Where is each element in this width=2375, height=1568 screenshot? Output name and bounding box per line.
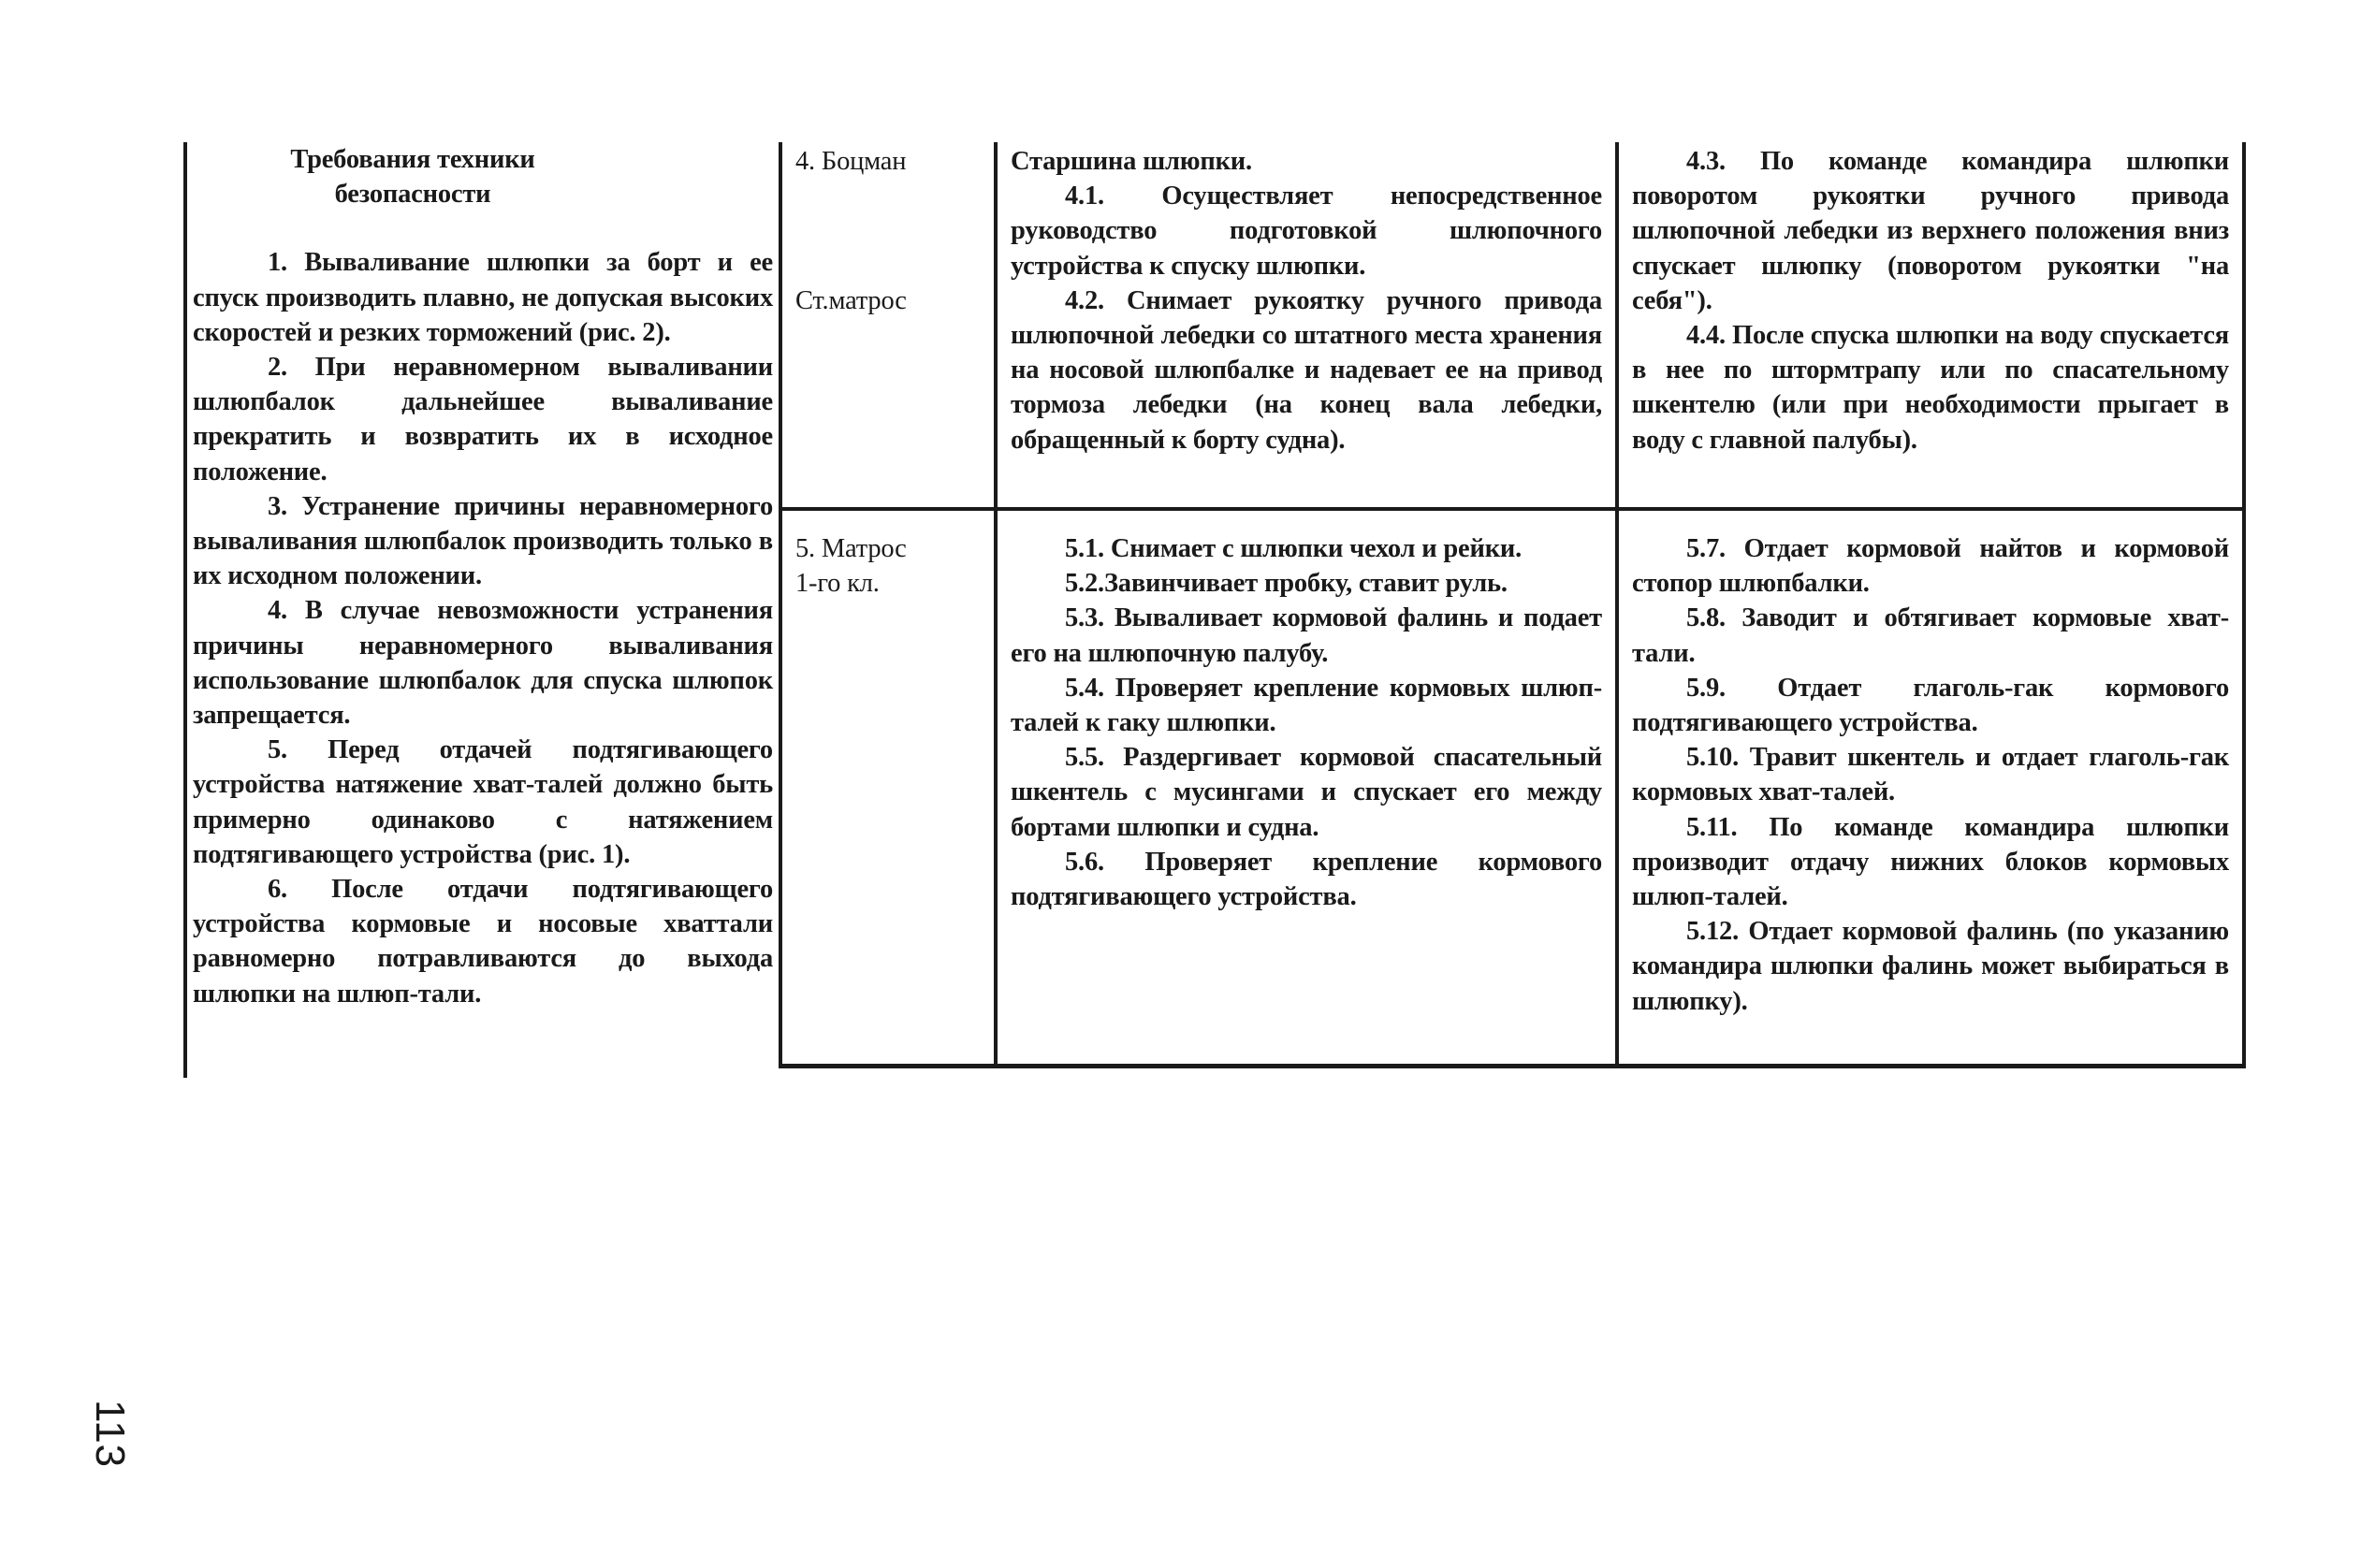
action-text: Старшина шлюпки. (1011, 147, 1252, 176)
table-row (780, 509, 2244, 1067)
table-row (780, 142, 2244, 509)
actions-cell (996, 142, 1617, 509)
action-text: 5.11. По команде командира шлюпки производит отдачу нижних блоков кормовых шлюп-талей. (1632, 812, 2229, 912)
safety-paragraph: 1. Вываливание шлюпки за борт и ее спуск производить плавно, не допуская высоких скоростей и резких торможений (рис. 2). (193, 248, 773, 347)
role-label: 4. Боцман (795, 147, 907, 176)
action-text: 4.2. Снимает рукоятку ручного привода шлюпочной лебедки со штатного места хранения на носовой шлюпбалке и надевает ее на привод тормоза лебедки (на конец вала лебедки, обращенный к борту судна). (1011, 285, 1602, 455)
action-text: 5.6. Проверяет крепление кормового подтягивающего устройства. (1011, 847, 1602, 912)
actions-cell (1617, 142, 2244, 509)
role-cell (780, 509, 996, 1067)
action-text: 5.1. Снимает с шлюпки чехол и рейки. (1065, 534, 1523, 563)
action-text: 5.10. Травит шкентель и отдает глаголь-гак кормовых хват-талей. (1632, 743, 2229, 807)
role-label: 1-го кл. (795, 569, 880, 599)
safety-paragraph: 5. Перед отдачей подтягивающего устройства натяжение хват-талей должно быть примерно одинаково с натяжением подтягивающего устройства (рис. 1). (193, 735, 773, 869)
action-text: 5.5. Раздергивает кормовой спасательный шкентель с мусингами и спускает его между бортами шлюпки и судна. (1011, 743, 1602, 842)
safety-paragraph: 3. Устранение причины неравномерного вываливания шлюпбалок производить только в их исходном положении. (193, 491, 773, 591)
safety-paragraph: 4. В случае невозможности устранения причины неравномерного вываливания использование шлюпбалок для спуска шлюпок запрещается. (193, 596, 773, 731)
safety-requirements-column (183, 142, 773, 1078)
action-text: 5.4. Проверяет крепление кормовых шлюп-талей к гаку шлюпки. (1011, 673, 1602, 738)
action-text: 5.3. Вываливает кормовой фалинь и подает его на шлюпочную палубу. (1011, 603, 1602, 668)
action-text: 5.2.Завинчивает пробку, ставит руль. (1065, 569, 1508, 599)
action-text: 4.3. По команде командира шлюпки поворотом рукоятки ручного привода шлюпочной лебедки из верхнего положения вниз спускает шлюпку (поворотом рукоятки "на себя"). (1632, 147, 2229, 315)
page-number: 113 (87, 1400, 133, 1469)
action-text: 5.12. Отдает кормовой фалинь (по указанию командира шлюпки фалинь может выбираться в шлюпку). (1632, 917, 2229, 1016)
role-label: 5. Матрос (795, 534, 907, 563)
safety-paragraph: 6. После отдачи подтягивающего устройства кормовые и носовые хваттали равномерно потравливаются до выхода шлюпки на шлюп-тали. (193, 875, 773, 1009)
actions-cell (996, 509, 1617, 1067)
role-label: Ст.матрос (795, 286, 907, 316)
heading-line-2: безопасности (334, 180, 491, 210)
safety-requirements-heading (193, 142, 773, 211)
action-text: 4.4. После спуска шлюпки на воду спускается в нее по штормтрапу или по спасательному шкентелю (или при необходимости прыгает в воду с главной палубы). (1632, 321, 2229, 455)
role-cell (780, 142, 996, 509)
action-text: 5.8. Заводит и обтягивает кормовые хват-тали. (1632, 603, 2229, 668)
action-text: 4.1. Осуществляет непосредственное руководство подготовкой шлюпочного устройства к спуску шлюпки. (1011, 181, 1602, 281)
action-text: 5.9. Отдает глаголь-гак кормового подтягивающего устройства. (1632, 673, 2229, 738)
heading-line-1: Требования техники (290, 145, 535, 174)
actions-cell (1617, 509, 2244, 1067)
action-text: 5.7. Отдает кормовой найтов и кормовой стопор шлюпбалки. (1632, 534, 2229, 599)
procedure-table (779, 142, 2246, 1068)
safety-paragraph: 2. При неравномерном вываливании шлюпбалок дальнейшее вываливание прекратить и возвратить их в исходное положение. (193, 353, 773, 486)
